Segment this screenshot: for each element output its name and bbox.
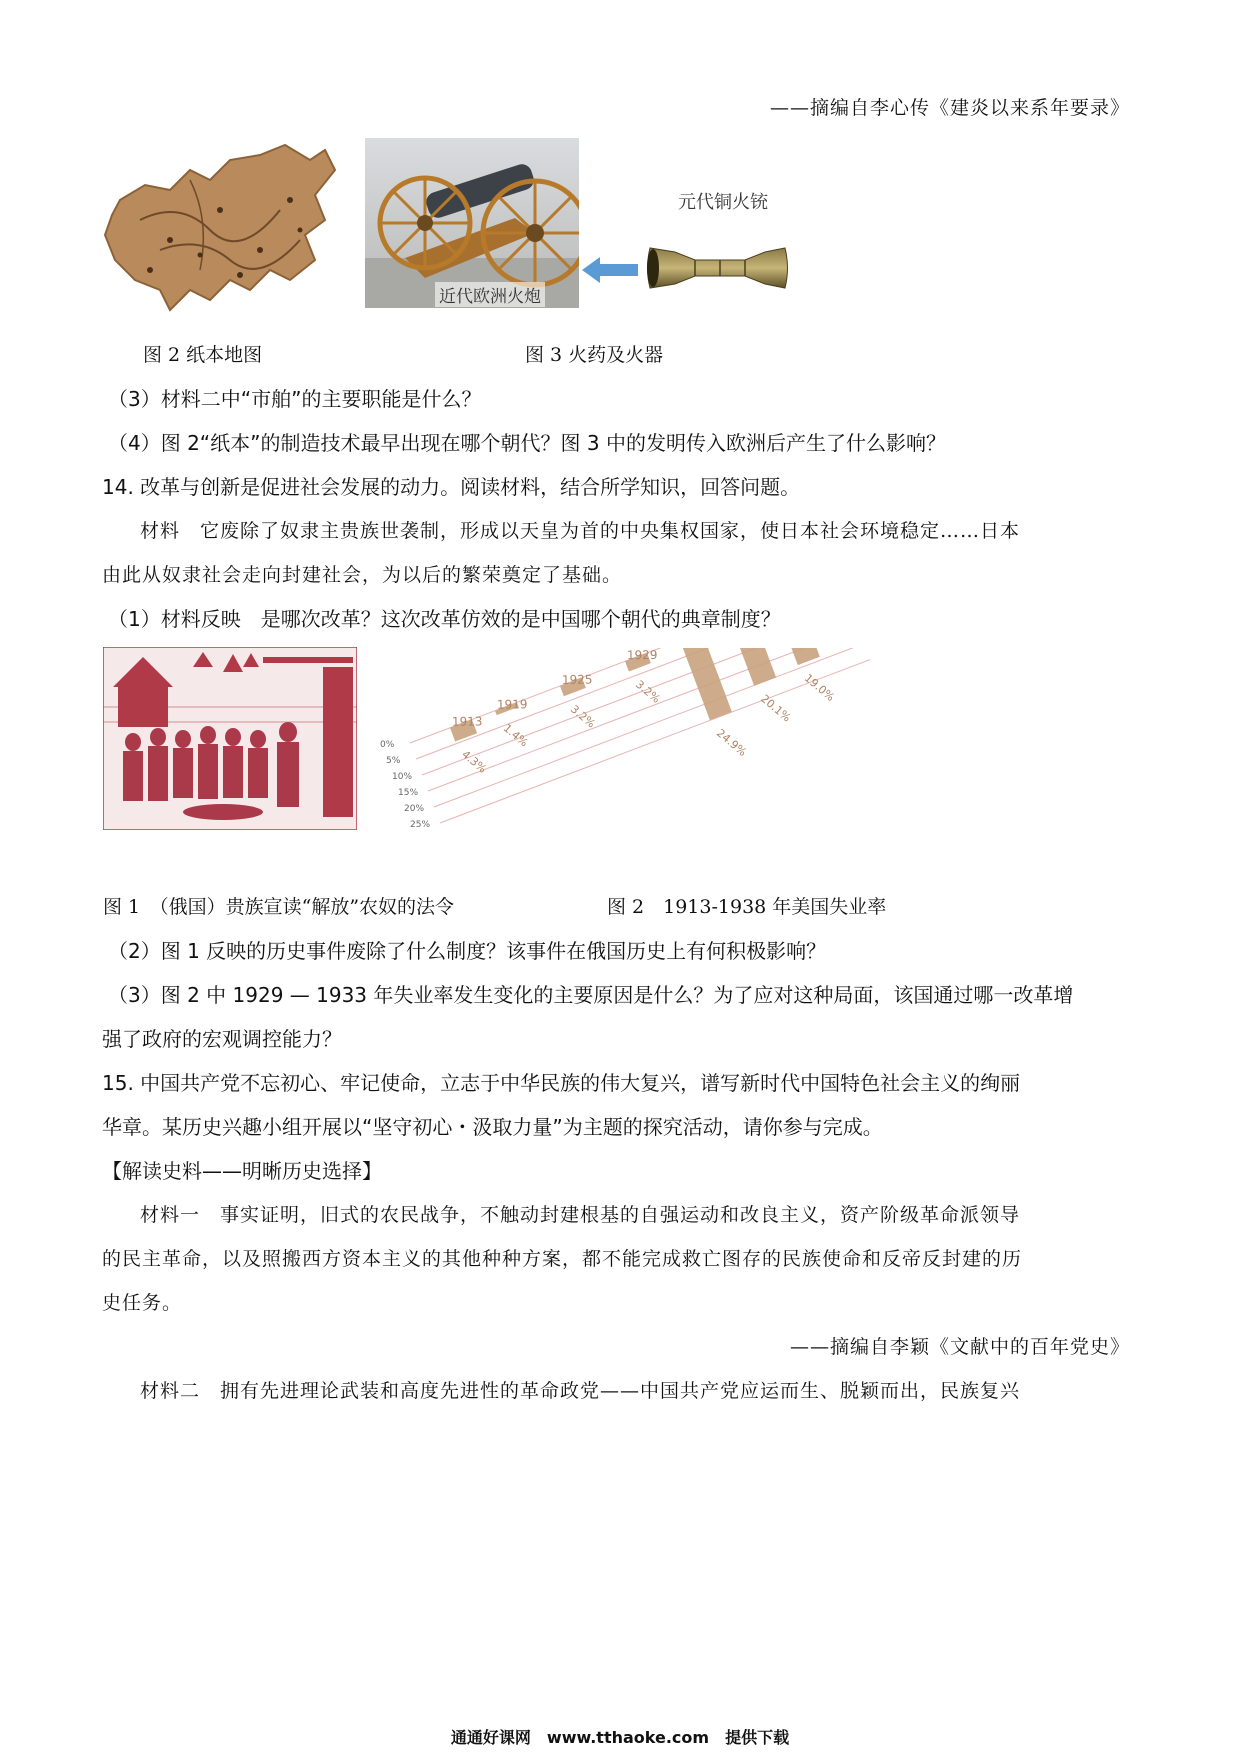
caption-fig2-unemployment: 图 2 1913-1938 年美国失业率 xyxy=(607,896,887,918)
blunderbuss-label: 元代铜火铳 xyxy=(678,192,768,213)
caption-fig1-engraving: 图 1 （俄国）贵族宣读“解放”农奴的法令 xyxy=(103,896,455,918)
chart-tick-label: 5% xyxy=(386,756,401,766)
caption-fig2-paper-map: 图 2 纸本地图 xyxy=(143,344,263,366)
question-14-3-line-1: （3）图 2 中 1929 — 1933 年失业率发生变化的主要原因是什么？为了应对这种局面，该国通过哪一改革增 xyxy=(108,983,1074,1007)
question-14-stem: 14. 改革与创新是促进社会发展的动力。阅读材料，结合所学知识，回答问题。 xyxy=(102,475,801,499)
question-14-2: （2）图 1 反映的历史事件废除了什么制度？该事件在俄国历史上有何积极影响？ xyxy=(108,939,827,963)
question-15-line-1: 15. 中国共产党不忘初心、牢记使命，立志于中华民族的伟大复兴，谱写新时代中国特色社会主义的绚丽 xyxy=(102,1071,1021,1095)
question-14-1: （1）材料反映 是哪次改革？这次改革仿效的是中国哪个朝代的典章制度？ xyxy=(108,607,781,631)
left-arrow-icon xyxy=(582,255,638,285)
bronze-blunderbuss-image xyxy=(645,218,790,320)
chart-value-1925: 3.2% xyxy=(567,702,598,731)
chart-gridline xyxy=(428,648,868,791)
chart-value-1919: 1.4% xyxy=(500,721,531,750)
material-1-line-3: 史任务。 xyxy=(102,1292,183,1314)
unemployment-rate-chart xyxy=(370,648,870,833)
q14-material-line-1: 材料 它废除了奴隶主贵族世袭制，形成以天皇为首的中央集权国家，使日本社会环境稳定……日本 xyxy=(140,520,1021,542)
caption-fig3-gunpowder: 图 3 火药及火器 xyxy=(525,344,664,366)
source-citation-1: ——摘编自李心传《建炎以来系年要录》 xyxy=(769,97,1130,119)
q14-material-line-2: 由此从奴隶社会走向封建社会，为以后的繁荣奠定了基础。 xyxy=(102,564,623,586)
section-title: 【解读史料——明晰历史选择】 xyxy=(102,1159,382,1183)
question-13-4: （4）图 2“纸本”的制造技术最早出现在哪个朝代？图 3 中的发明传入欧洲后产生了什么影响？ xyxy=(108,431,946,455)
serf-emancipation-engraving xyxy=(103,647,357,830)
material-1-line-2: 的民主革命，以及照搬西方资本主义的其他种种方案，都不能完成救亡图存的民族使命和反帝反封建的历 xyxy=(102,1248,1023,1270)
material-2-line-1: 材料二 拥有先进理论武装和高度先进性的革命政党——中国共产党应运而生、脱颖而出，民族复兴 xyxy=(140,1380,1021,1402)
paper-map-image xyxy=(100,140,340,320)
chart-value-1935: 20.1% xyxy=(758,692,794,725)
source-citation-2: ——摘编自李颖《文献中的百年党史》 xyxy=(789,1336,1130,1358)
chart-tick-label: 15% xyxy=(398,788,419,798)
question-13-3: （3）材料二中“市舶”的主要职能是什么？ xyxy=(108,387,482,411)
chart-value-1913: 4.3% xyxy=(459,747,490,776)
chart-tick-label: 25% xyxy=(410,820,431,830)
chart-year-1919: 1919 xyxy=(496,697,528,712)
chart-year-1929: 1929 xyxy=(626,648,658,663)
question-14-3-line-2: 强了政府的宏观调控能力？ xyxy=(102,1027,342,1051)
chart-value-1938: 19.0% xyxy=(801,671,838,704)
chart-bar-1933 xyxy=(680,648,732,720)
chart-tick-label: 0% xyxy=(380,740,395,750)
chart-grid xyxy=(410,648,870,823)
chart-year-1925: 1925 xyxy=(561,672,593,687)
chart-axis-ticks xyxy=(380,740,430,830)
material-1-line-1: 材料一 事实证明，旧式的农民战争，不触动封建根基的自强运动和改良主义，资产阶级革命派领导 xyxy=(140,1204,1021,1226)
question-15-line-2: 华章。某历史兴趣小组开展以“坚守初心・汲取力量”为主题的探究活动，请你参与完成。 xyxy=(102,1115,883,1139)
chart-value-labels xyxy=(459,671,837,775)
footer-watermark: 通通好课网 www.tthaoke.com 提供下载 xyxy=(450,1728,790,1747)
chart-tick-label: 20% xyxy=(404,804,425,814)
chart-value-1929: 3.2% xyxy=(632,677,663,706)
cannon-label: 近代欧洲火炮 xyxy=(435,282,545,307)
chart-value-1933: 24.9% xyxy=(713,726,750,759)
chart-gridline xyxy=(422,648,862,775)
chart-tick-label: 10% xyxy=(392,772,413,782)
chart-year-1913: 1913 xyxy=(451,714,483,729)
european-cannon-image xyxy=(365,138,579,308)
